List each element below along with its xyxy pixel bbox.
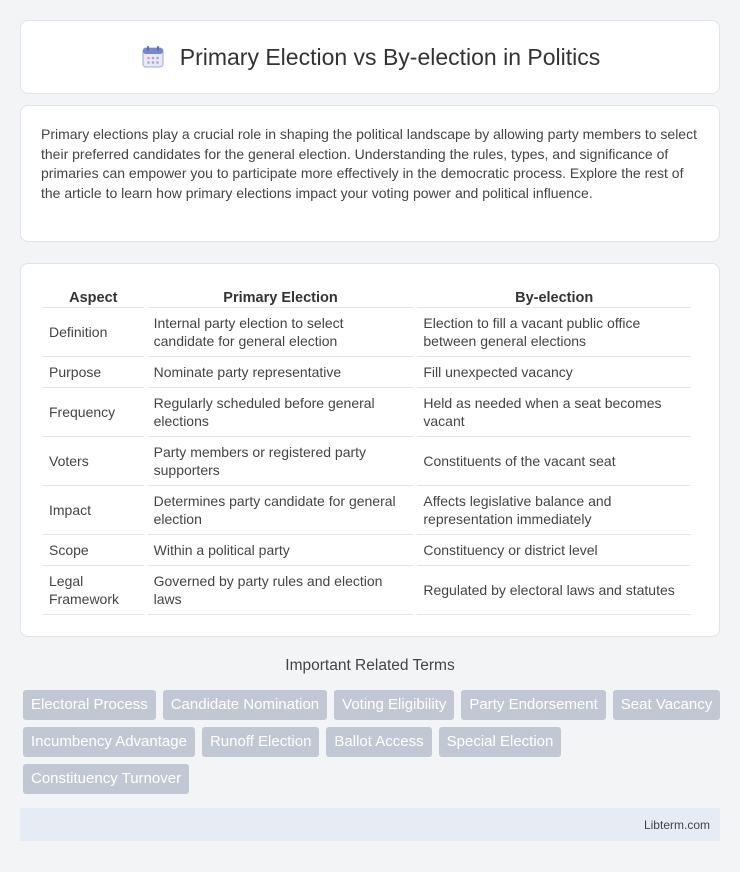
table-row [43, 437, 691, 486]
related-terms-title: Important Related Terms [285, 657, 455, 674]
cell-primary: Party members or registered party supporters [148, 437, 414, 486]
cell-primary: Within a political party [148, 535, 414, 566]
cell-by-election: Fill unexpected vacancy [417, 357, 691, 388]
cell-by-election: Held as needed when a seat becomes vacant [417, 388, 691, 437]
table-row [43, 308, 691, 357]
column-header-aspect: Aspect [43, 286, 144, 308]
cell-aspect: Scope [43, 535, 144, 566]
tag-party-endorsement[interactable]: Party Endorsement [461, 690, 605, 720]
table-row [43, 486, 691, 535]
column-header-primary: Primary Election [148, 286, 414, 308]
table-header-row [43, 286, 691, 308]
page-title: Primary Election vs By-election in Politics [179, 43, 601, 70]
cell-primary: Determines party candidate for general election [148, 486, 414, 535]
tag-voting-eligibility[interactable]: Voting Eligibility [334, 690, 454, 720]
header-card [20, 20, 720, 94]
calendar-icon [140, 44, 166, 70]
cell-primary: Regularly scheduled before general elections [148, 388, 414, 437]
column-header-by-election: By-election [417, 286, 691, 308]
tag-runoff-election[interactable]: Runoff Election [202, 727, 319, 757]
table-row [43, 566, 691, 615]
tag-special-election[interactable]: Special Election [439, 727, 562, 757]
cell-primary: Governed by party rules and election laws [148, 566, 414, 615]
tag-constituency-turnover[interactable]: Constituency Turnover [23, 764, 189, 794]
footer [20, 808, 720, 841]
table-row [43, 357, 691, 388]
cell-aspect: Voters [43, 437, 144, 486]
cell-by-election: Affects legislative balance and representation immediately [417, 486, 691, 535]
cell-by-election: Constituents of the vacant seat [417, 437, 691, 486]
cell-by-election: Constituency or district level [417, 535, 691, 566]
tag-incumbency-advantage[interactable]: Incumbency Advantage [23, 727, 195, 757]
cell-aspect: Impact [43, 486, 144, 535]
tag-seat-vacancy[interactable]: Seat Vacancy [613, 690, 720, 720]
cell-aspect: Definition [43, 308, 144, 357]
cell-by-election: Regulated by electoral laws and statutes [417, 566, 691, 615]
intro-card [20, 105, 720, 242]
cell-by-election: Election to fill a vacant public office between general elections [417, 308, 691, 357]
footer-site-link[interactable]: Libterm.com [643, 817, 710, 832]
intro-text: Primary elections play a crucial role in shaping the political landscape by allowing party members to select their preferred candidates for the general election. Understanding the rules, types, and significance of primaries can empower you to participate more effectively in the democratic process. Explore the rest of the article to learn how primary elections impact your voting power and political influence. [41, 126, 697, 201]
tag-ballot-access[interactable]: Ballot Access [326, 727, 431, 757]
cell-primary: Internal party election to select candidate for general election [148, 308, 414, 357]
cell-primary: Nominate party representative [148, 357, 414, 388]
tag-electoral-process[interactable]: Electoral Process [23, 690, 156, 720]
tag-candidate-nomination[interactable]: Candidate Nomination [163, 690, 327, 720]
cell-aspect: Purpose [43, 357, 144, 388]
table-row [43, 535, 691, 566]
comparison-card [20, 263, 720, 637]
cell-aspect: Legal Framework [43, 566, 144, 615]
related-terms-list [23, 690, 723, 794]
table-row [43, 388, 691, 437]
cell-aspect: Frequency [43, 388, 144, 437]
comparison-table [39, 286, 695, 615]
